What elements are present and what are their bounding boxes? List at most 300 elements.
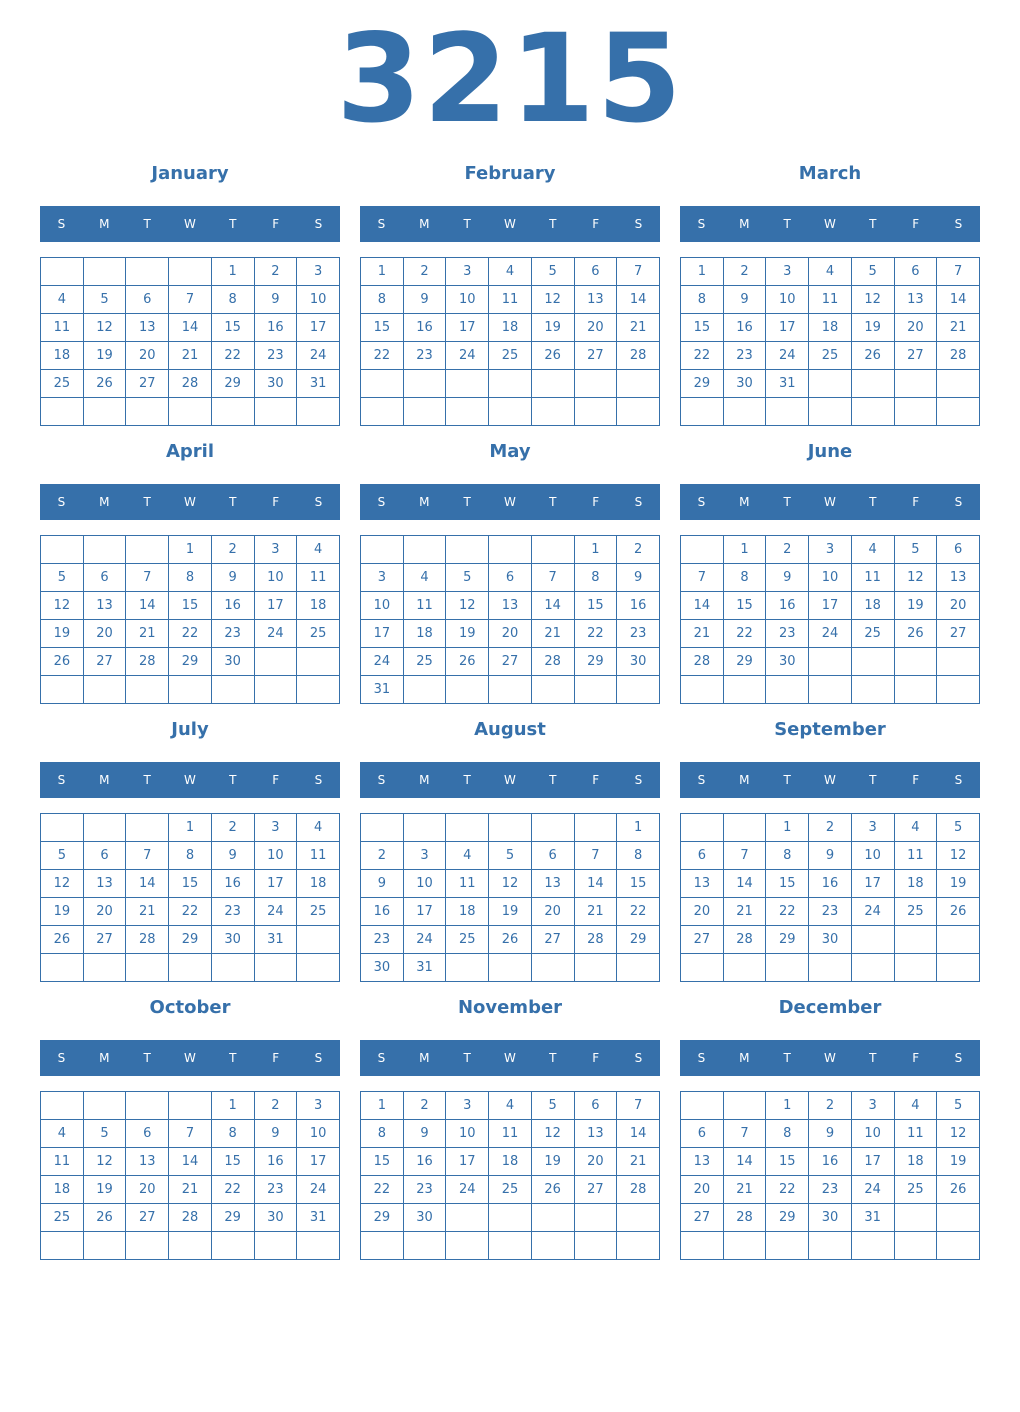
day-cell	[297, 398, 340, 426]
day-cell: 16	[254, 314, 297, 342]
day-cell: 27	[126, 370, 169, 398]
day-cell: 12	[937, 842, 980, 870]
day-cell	[446, 1204, 489, 1232]
day-cell	[851, 676, 894, 704]
day-cell: 3	[403, 842, 446, 870]
weekday-label: M	[419, 773, 430, 787]
week-row	[41, 898, 340, 926]
day-cell: 27	[681, 1204, 724, 1232]
day-cell: 14	[937, 286, 980, 314]
day-cell: 14	[169, 314, 212, 342]
weekday-label: W	[184, 773, 196, 787]
day-cell: 29	[766, 926, 809, 954]
day-cell	[297, 954, 340, 982]
day-cell	[937, 954, 980, 982]
weekday-label: S	[57, 1051, 66, 1065]
weekday-header	[680, 762, 980, 798]
day-cell: 11	[446, 870, 489, 898]
week-row	[361, 564, 660, 592]
day-cell: 26	[937, 1176, 980, 1204]
week-row	[681, 370, 980, 398]
day-cell	[894, 926, 937, 954]
month-title: September	[774, 719, 886, 740]
day-cell: 28	[574, 926, 617, 954]
day-cell: 25	[489, 1176, 532, 1204]
day-cell	[489, 370, 532, 398]
weekday-header	[360, 484, 660, 520]
month-title: April	[165, 441, 215, 462]
day-cell	[254, 648, 297, 676]
day-cell: 21	[169, 342, 212, 370]
day-cell	[723, 1092, 766, 1120]
day-cell: 3	[851, 1092, 894, 1120]
day-cell: 2	[211, 814, 254, 842]
day-cell: 12	[41, 870, 84, 898]
week-row	[361, 926, 660, 954]
day-cell: 23	[254, 342, 297, 370]
day-cell: 7	[723, 1120, 766, 1148]
day-cell	[41, 954, 84, 982]
day-cell	[403, 370, 446, 398]
day-cell: 15	[766, 1148, 809, 1176]
day-cell	[531, 954, 574, 982]
day-cell: 14	[169, 1148, 212, 1176]
day-cell: 8	[766, 842, 809, 870]
day-cell	[489, 536, 532, 564]
week-row	[41, 564, 340, 592]
day-cell: 26	[446, 648, 489, 676]
weekday-label: T	[143, 495, 151, 509]
day-cell: 21	[531, 620, 574, 648]
weekday-label: W	[504, 495, 516, 509]
day-cell: 15	[766, 870, 809, 898]
day-cell	[723, 398, 766, 426]
day-cell: 6	[937, 536, 980, 564]
day-cell: 24	[809, 620, 852, 648]
day-cell: 13	[83, 592, 126, 620]
weekday-label: T	[463, 773, 471, 787]
day-cell: 22	[211, 342, 254, 370]
day-cell: 7	[617, 1092, 660, 1120]
day-cell	[937, 1204, 980, 1232]
day-cell: 17	[297, 314, 340, 342]
day-cell: 3	[446, 1092, 489, 1120]
day-cell: 14	[681, 592, 724, 620]
day-cell: 7	[531, 564, 574, 592]
day-cell	[894, 954, 937, 982]
day-cell	[809, 676, 852, 704]
day-cell: 26	[83, 370, 126, 398]
day-cell: 21	[126, 898, 169, 926]
day-cell: 16	[723, 314, 766, 342]
week-row	[361, 258, 660, 286]
weekday-label: W	[504, 1051, 516, 1065]
day-cell	[851, 648, 894, 676]
day-cell: 27	[489, 648, 532, 676]
day-cell: 8	[617, 842, 660, 870]
day-cell: 25	[894, 1176, 937, 1204]
day-cell: 11	[297, 842, 340, 870]
weekday-label: F	[272, 1051, 280, 1065]
day-cell: 24	[766, 342, 809, 370]
day-cell: 20	[681, 898, 724, 926]
day-cell: 11	[41, 1148, 84, 1176]
day-cell	[531, 1204, 574, 1232]
day-cell: 30	[254, 370, 297, 398]
week-row	[681, 870, 980, 898]
month-title: January	[151, 163, 229, 184]
day-cell: 5	[937, 814, 980, 842]
day-cell: 2	[766, 536, 809, 564]
day-cell: 29	[766, 1204, 809, 1232]
day-cell	[894, 398, 937, 426]
day-cell	[41, 1232, 84, 1260]
day-cell: 21	[617, 314, 660, 342]
day-cell: 16	[403, 314, 446, 342]
day-cell: 8	[169, 842, 212, 870]
day-cell: 27	[937, 620, 980, 648]
day-cell	[83, 954, 126, 982]
day-cell: 5	[41, 564, 84, 592]
day-grid	[40, 535, 340, 704]
day-cell	[723, 954, 766, 982]
weekday-label: W	[824, 217, 836, 231]
day-cell: 19	[531, 1148, 574, 1176]
day-cell: 19	[531, 314, 574, 342]
day-cell: 20	[83, 898, 126, 926]
day-cell: 2	[211, 536, 254, 564]
day-cell	[766, 398, 809, 426]
day-cell: 17	[254, 592, 297, 620]
week-row	[361, 620, 660, 648]
day-cell: 4	[809, 258, 852, 286]
day-cell: 16	[254, 1148, 297, 1176]
day-cell: 23	[403, 342, 446, 370]
day-cell	[169, 676, 212, 704]
day-cell: 3	[254, 536, 297, 564]
week-row	[361, 814, 660, 842]
weekday-label: M	[99, 1051, 110, 1065]
day-cell	[41, 1092, 84, 1120]
day-cell	[83, 536, 126, 564]
day-cell: 24	[254, 620, 297, 648]
weekday-label: S	[697, 217, 706, 231]
day-cell: 22	[211, 1176, 254, 1204]
day-cell: 25	[894, 898, 937, 926]
day-cell: 21	[723, 898, 766, 926]
day-cell	[681, 676, 724, 704]
day-cell: 10	[361, 592, 404, 620]
week-row	[361, 592, 660, 620]
week-row	[361, 1120, 660, 1148]
day-cell: 1	[211, 258, 254, 286]
weekday-header	[40, 1040, 340, 1076]
day-cell: 9	[211, 842, 254, 870]
day-cell: 11	[403, 592, 446, 620]
day-cell: 17	[851, 870, 894, 898]
week-row	[41, 1092, 340, 1120]
day-cell: 23	[211, 898, 254, 926]
week-row	[681, 898, 980, 926]
weekday-label: T	[549, 217, 557, 231]
day-cell: 30	[766, 648, 809, 676]
day-cell: 11	[489, 286, 532, 314]
day-cell	[489, 1232, 532, 1260]
day-cell: 26	[83, 1204, 126, 1232]
day-cell: 21	[617, 1148, 660, 1176]
day-cell: 20	[574, 314, 617, 342]
day-cell: 20	[894, 314, 937, 342]
day-cell: 28	[937, 342, 980, 370]
day-cell	[41, 676, 84, 704]
day-cell: 26	[41, 648, 84, 676]
week-row	[41, 1148, 340, 1176]
day-cell: 30	[723, 370, 766, 398]
day-cell: 19	[41, 898, 84, 926]
week-row	[41, 536, 340, 564]
day-cell: 12	[531, 286, 574, 314]
day-cell: 27	[83, 648, 126, 676]
week-row	[681, 342, 980, 370]
weekday-label: S	[697, 773, 706, 787]
week-row	[681, 648, 980, 676]
day-cell: 7	[723, 842, 766, 870]
day-cell: 2	[403, 258, 446, 286]
week-row	[361, 676, 660, 704]
day-cell: 1	[766, 1092, 809, 1120]
day-cell	[574, 814, 617, 842]
day-cell: 12	[83, 1148, 126, 1176]
day-cell	[894, 648, 937, 676]
day-cell: 10	[851, 1120, 894, 1148]
weekday-label: T	[229, 773, 237, 787]
weekday-label: T	[783, 773, 791, 787]
day-cell: 8	[723, 564, 766, 592]
day-cell	[894, 1204, 937, 1232]
day-cell: 5	[446, 564, 489, 592]
day-cell	[489, 1204, 532, 1232]
day-cell: 30	[809, 1204, 852, 1232]
day-cell: 15	[617, 870, 660, 898]
day-cell	[126, 1092, 169, 1120]
weekday-label: S	[377, 495, 386, 509]
day-cell: 24	[403, 926, 446, 954]
day-cell: 4	[894, 814, 937, 842]
week-row	[361, 286, 660, 314]
day-cell: 10	[851, 842, 894, 870]
day-cell	[83, 676, 126, 704]
day-cell: 26	[41, 926, 84, 954]
day-cell	[531, 536, 574, 564]
day-cell: 1	[723, 536, 766, 564]
day-grid	[40, 257, 340, 426]
day-cell: 5	[489, 842, 532, 870]
day-cell	[851, 926, 894, 954]
day-cell: 20	[126, 342, 169, 370]
day-cell: 21	[681, 620, 724, 648]
day-cell: 16	[361, 898, 404, 926]
day-cell: 12	[851, 286, 894, 314]
weekday-label: S	[634, 495, 643, 509]
day-cell: 2	[723, 258, 766, 286]
day-cell: 24	[446, 342, 489, 370]
day-cell	[723, 676, 766, 704]
week-row	[361, 1092, 660, 1120]
week-row	[681, 1120, 980, 1148]
day-cell: 9	[809, 1120, 852, 1148]
day-cell: 26	[851, 342, 894, 370]
weekday-label: M	[739, 1051, 750, 1065]
day-cell: 1	[617, 814, 660, 842]
day-cell	[531, 1232, 574, 1260]
day-cell: 15	[361, 1148, 404, 1176]
week-row	[41, 814, 340, 842]
day-cell: 28	[723, 1204, 766, 1232]
day-cell	[446, 954, 489, 982]
day-cell: 3	[851, 814, 894, 842]
day-cell	[83, 1232, 126, 1260]
day-cell: 17	[446, 314, 489, 342]
day-cell: 28	[169, 1204, 212, 1232]
day-cell	[937, 676, 980, 704]
day-cell: 30	[617, 648, 660, 676]
weekday-label: T	[869, 1051, 877, 1065]
day-cell: 4	[489, 258, 532, 286]
weekday-label: S	[314, 1051, 323, 1065]
week-row	[361, 954, 660, 982]
day-cell: 1	[169, 814, 212, 842]
day-cell: 6	[83, 842, 126, 870]
day-cell: 18	[446, 898, 489, 926]
weekday-label: S	[57, 495, 66, 509]
day-cell: 19	[489, 898, 532, 926]
day-cell: 6	[681, 842, 724, 870]
day-cell: 23	[617, 620, 660, 648]
day-cell	[211, 676, 254, 704]
weekday-header	[360, 1040, 660, 1076]
day-cell: 30	[361, 954, 404, 982]
day-cell	[809, 954, 852, 982]
day-cell: 15	[574, 592, 617, 620]
day-cell: 2	[254, 1092, 297, 1120]
day-cell: 16	[809, 870, 852, 898]
day-cell: 21	[574, 898, 617, 926]
day-cell	[41, 398, 84, 426]
day-cell: 23	[723, 342, 766, 370]
month-title: August	[474, 719, 546, 740]
day-cell: 15	[169, 870, 212, 898]
day-cell	[531, 370, 574, 398]
day-cell	[851, 954, 894, 982]
week-row	[41, 1232, 340, 1260]
day-cell: 28	[126, 648, 169, 676]
day-cell: 27	[574, 342, 617, 370]
day-cell	[446, 536, 489, 564]
day-cell	[254, 954, 297, 982]
day-cell: 24	[297, 342, 340, 370]
day-cell	[937, 926, 980, 954]
day-cell	[446, 814, 489, 842]
week-row	[41, 314, 340, 342]
day-cell	[937, 648, 980, 676]
day-cell: 31	[851, 1204, 894, 1232]
day-cell: 27	[574, 1176, 617, 1204]
day-cell: 17	[809, 592, 852, 620]
weekday-label: T	[869, 217, 877, 231]
weekday-label: F	[592, 773, 600, 787]
week-row	[361, 870, 660, 898]
day-cell: 15	[361, 314, 404, 342]
week-row	[41, 648, 340, 676]
day-cell: 10	[809, 564, 852, 592]
day-cell: 14	[126, 592, 169, 620]
week-row	[361, 314, 660, 342]
day-cell: 6	[681, 1120, 724, 1148]
day-cell: 27	[531, 926, 574, 954]
week-row	[681, 536, 980, 564]
day-cell: 14	[617, 1120, 660, 1148]
day-cell: 2	[809, 1092, 852, 1120]
weekday-label: T	[869, 773, 877, 787]
day-cell	[489, 676, 532, 704]
weekday-label: S	[954, 217, 963, 231]
weekday-label: T	[549, 495, 557, 509]
weekday-label: S	[314, 217, 323, 231]
day-cell: 15	[211, 1148, 254, 1176]
weekday-label: F	[272, 217, 280, 231]
day-cell: 18	[809, 314, 852, 342]
weekday-label: T	[143, 773, 151, 787]
weekday-label: W	[824, 495, 836, 509]
day-cell: 18	[894, 870, 937, 898]
day-cell: 26	[894, 620, 937, 648]
weekday-label: F	[912, 773, 920, 787]
day-cell: 12	[446, 592, 489, 620]
day-cell	[361, 370, 404, 398]
day-cell	[489, 814, 532, 842]
day-cell: 5	[531, 1092, 574, 1120]
week-row	[681, 1148, 980, 1176]
day-cell: 19	[894, 592, 937, 620]
day-cell: 25	[297, 620, 340, 648]
day-cell: 25	[851, 620, 894, 648]
day-cell: 11	[41, 314, 84, 342]
weekday-label: W	[824, 773, 836, 787]
day-cell: 28	[169, 370, 212, 398]
weekday-label: F	[912, 1051, 920, 1065]
day-cell: 9	[766, 564, 809, 592]
weekday-label: S	[954, 773, 963, 787]
week-row	[41, 870, 340, 898]
weekday-label: T	[783, 495, 791, 509]
day-cell: 17	[254, 870, 297, 898]
weekday-label: T	[463, 1051, 471, 1065]
week-row	[361, 1148, 660, 1176]
weekday-label: T	[783, 1051, 791, 1065]
day-cell	[361, 814, 404, 842]
week-row	[361, 648, 660, 676]
day-cell	[723, 1232, 766, 1260]
day-cell: 19	[83, 342, 126, 370]
day-cell: 18	[41, 342, 84, 370]
day-grid	[360, 535, 660, 704]
day-cell: 8	[169, 564, 212, 592]
day-cell	[297, 926, 340, 954]
day-cell: 30	[211, 926, 254, 954]
day-cell: 3	[297, 1092, 340, 1120]
month-title: March	[798, 163, 862, 184]
weekday-label: S	[377, 1051, 386, 1065]
